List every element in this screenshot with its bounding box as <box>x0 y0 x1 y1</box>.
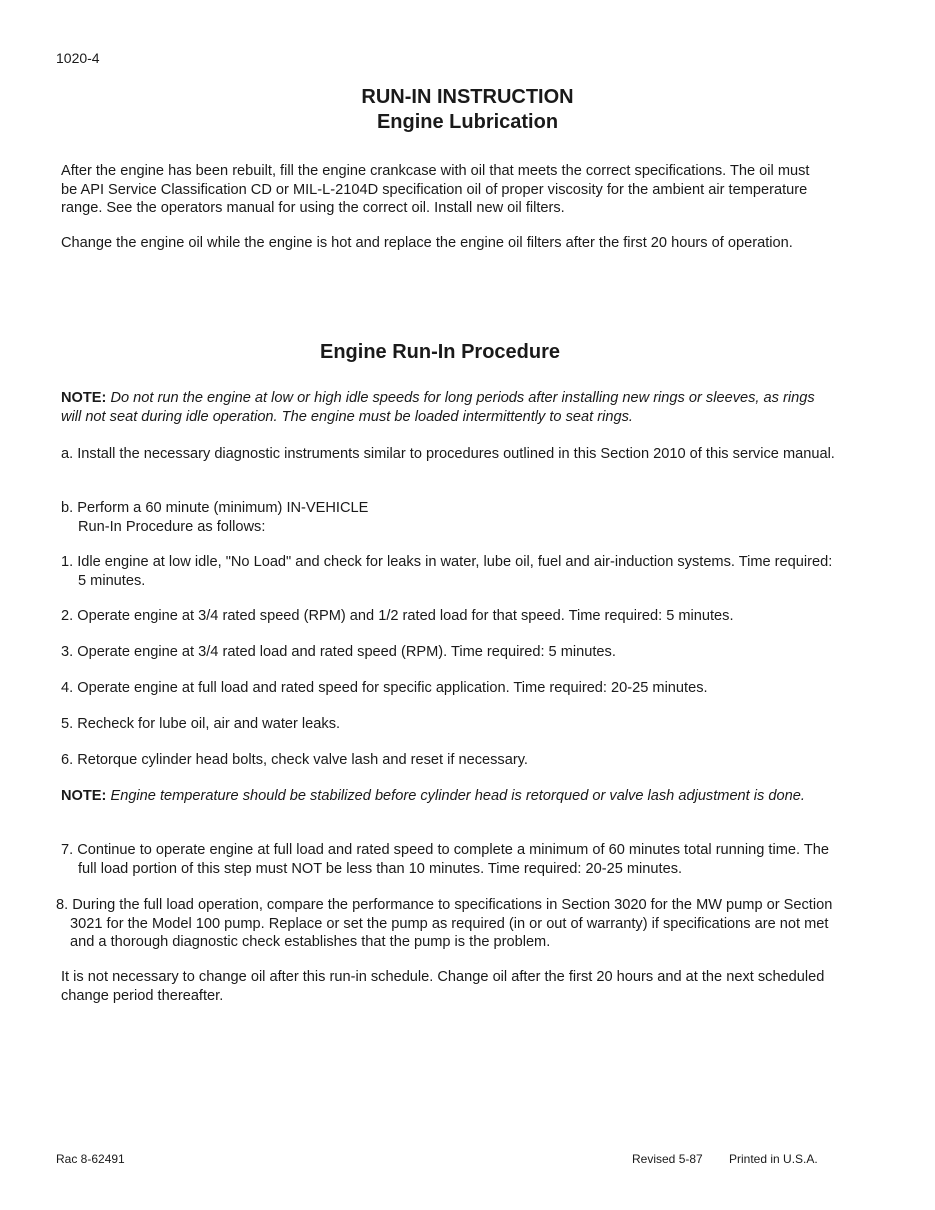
closing-paragraph: It is not necessary to change oil after this run-in schedule. Change oil after the first 20 hours and at the next scheduled change period thereafter. <box>61 969 825 1004</box>
page-title: RUN-IN INSTRUCTION <box>361 86 574 108</box>
form-number: Rac 8-62491 <box>56 1152 125 1166</box>
note-label: NOTE: <box>61 390 107 406</box>
step-8: 8. During the full load operation, compare the performance to specifications in Section 3020 for the MW pump or Section 3021 for the Model 100 pump. Replace or set the pump as required (in or out of warranty) if specifications are not met and a thorough diagnostic check establishes that the pump is the problem. <box>56 897 833 950</box>
step-7: 7. Continue to operate engine at full load and rated speed to complete a minimum of 60 minutes total running time. The full load portion of this step must NOT be less than 10 minutes. Time required: 20-25 minutes. <box>61 842 829 877</box>
note-label: NOTE: <box>61 788 107 804</box>
step-2: 2. Operate engine at 3/4 rated speed (RPM) and 1/2 rated load for that speed. Time required: 5 minutes. <box>61 608 734 624</box>
step-a: a. Install the necessary diagnostic instruments similar to procedures outlined in this Section 2010 of this service manual. <box>61 446 835 462</box>
note-text: Engine temperature should be stabilized before cylinder head is retorqued or valve lash adjustment is done. <box>110 788 805 804</box>
section-heading: Engine Run-In Procedure <box>319 341 561 363</box>
page-subtitle: Engine Lubrication <box>376 111 559 133</box>
page-number: 1020-4 <box>56 50 100 66</box>
oil-change-paragraph: Change the engine oil while the engine is hot and replace the engine oil filters after the first 20 hours of operation. <box>61 235 793 251</box>
print-location: Printed in U.S.A. <box>729 1152 818 1166</box>
revision-date: Revised 5-87 <box>632 1152 703 1166</box>
lubrication-paragraph: After the engine has been rebuilt, fill the engine crankcase with oil that meets the correct specifications. The oil must be API Service Classification CD or MIL-L-2104D specification oil of proper viscosity for the ambient air temperature range. See the operators manual for using the correct oil. Install new oil filters. <box>61 163 810 216</box>
step-b-line-2: Run-In Procedure as follows: <box>78 518 266 535</box>
note-idle <box>61 389 826 426</box>
note-temperature <box>61 787 826 806</box>
step-3: 3. Operate engine at 3/4 rated load and rated speed (RPM). Time required: 5 minutes. <box>61 644 616 660</box>
step-4: 4. Operate engine at full load and rated speed for specific application. Time required: 20-25 minutes. <box>61 680 708 696</box>
step-6: 6. Retorque cylinder head bolts, check valve lash and reset if necessary. <box>61 752 528 768</box>
step-b-line-1: b. Perform a 60 minute (minimum) IN-VEHICLE <box>61 500 369 516</box>
step-5: 5. Recheck for lube oil, air and water leaks. <box>61 716 341 732</box>
note-text: Do not run the engine at low or high idle speeds for long periods after installing new rings or sleeves, as rings will not seat during idle operation. The engine must be loaded intermittently to seat rings. <box>61 390 815 425</box>
step-b <box>61 499 826 536</box>
step-1: 1. Idle engine at low idle, "No Load" and check for leaks in water, lube oil, fuel and air-induction systems. Time required: 5 minutes. <box>61 554 833 589</box>
